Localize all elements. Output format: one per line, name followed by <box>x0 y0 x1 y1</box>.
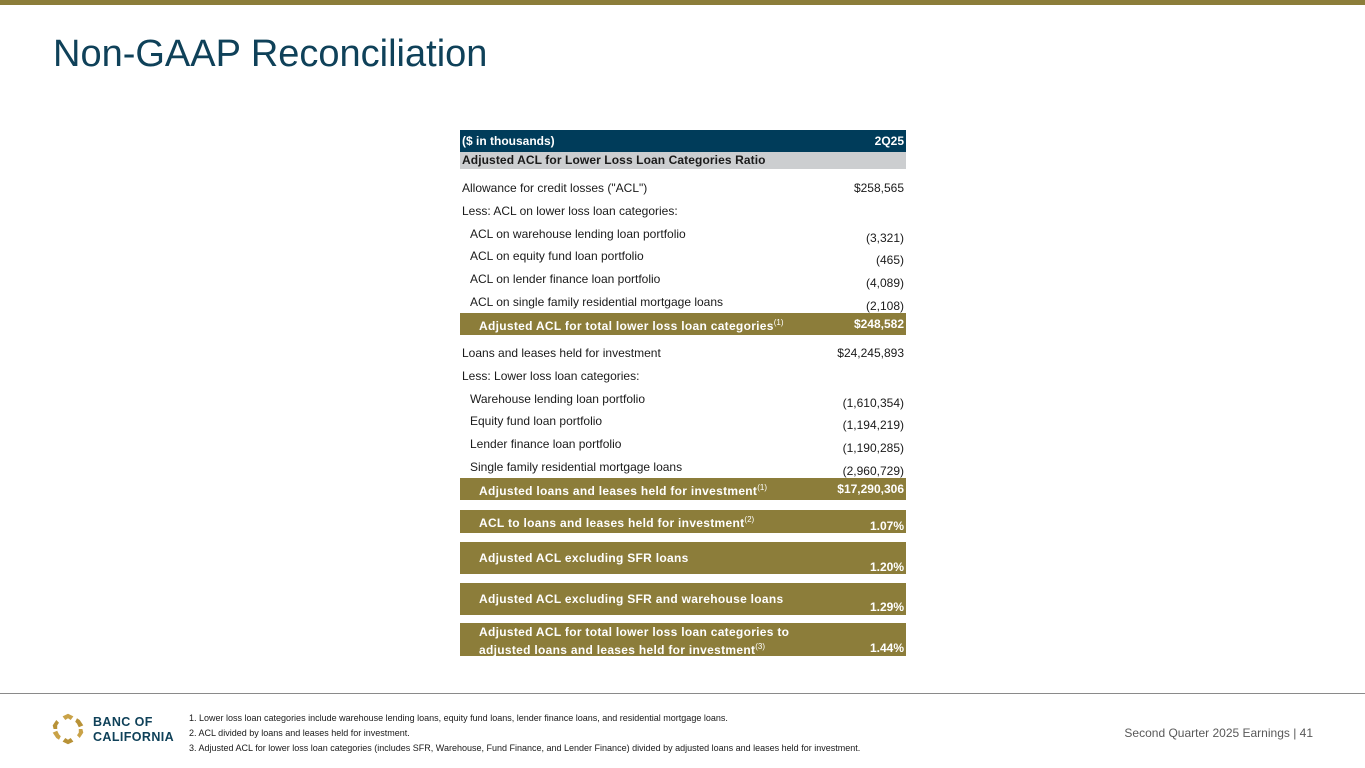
logo-line: BANC OF <box>93 715 153 729</box>
row-label: Warehouse lending loan portfolio <box>470 392 646 406</box>
row-label: ACL on lender finance loan portfolio <box>470 272 661 286</box>
table-row <box>460 272 906 292</box>
row-label: ACL on single family residential mortgage loans <box>470 295 724 309</box>
footnote-ref: (1) <box>773 318 784 327</box>
table-row <box>460 369 906 389</box>
ratio-row <box>460 583 906 615</box>
row-value: (3,321) <box>865 231 904 245</box>
row-label: Less: ACL on lower loss loan categories: <box>462 204 678 218</box>
adjusted-acl-total-row <box>460 313 906 335</box>
row-label: Adjusted ACL excluding SFR and warehouse loans <box>479 592 784 606</box>
row-label: Single family residential mortgage loans <box>470 460 683 474</box>
table-row <box>460 249 906 269</box>
page-footer-label: Second Quarter 2025 Earnings | 41 <box>1124 726 1313 740</box>
ratio-row <box>460 510 906 533</box>
row-value: (465) <box>875 253 904 267</box>
row-value: $17,290,306 <box>837 482 904 496</box>
row-label: Loans and leases held for investment <box>462 346 661 360</box>
row-value: 1.07% <box>869 519 904 533</box>
table-row <box>460 460 906 480</box>
row-label: Allowance for credit losses ("ACL") <box>462 181 648 195</box>
footnote: 3. Adjusted ACL for lower loss loan categories (includes SFR, Warehouse, Fund Finance, and Lender Finance) divided by adjusted loans and leases held for investment. <box>189 743 861 753</box>
row-value: (1,610,354) <box>842 396 904 410</box>
footnote-ref: (1) <box>757 483 768 492</box>
row-label: ACL on warehouse lending loan portfolio <box>470 227 686 241</box>
footnotes <box>189 711 860 756</box>
row-label: ACL to loans and leases held for investment <box>479 516 745 530</box>
ratio-row <box>460 542 906 574</box>
row-value: 1.29% <box>869 600 904 614</box>
row-label: Adjusted loans and leases held for investment <box>479 484 758 498</box>
row-value: 1.20% <box>869 560 904 574</box>
period-label: 2Q25 <box>874 134 904 148</box>
banc-of-california-logo-icon <box>50 711 86 747</box>
table-row <box>460 181 906 201</box>
table-row <box>460 204 906 224</box>
row-value: (2,960,729) <box>842 464 904 478</box>
footnote: 1. Lower loss loan categories include warehouse lending loans, equity fund loans, lender finance loans, and residential mortgage loans. <box>189 713 728 723</box>
row-label: Lender finance loan portfolio <box>470 437 622 451</box>
table-header <box>460 130 906 152</box>
adjusted-loans-total-row <box>460 478 906 500</box>
table-row <box>460 414 906 434</box>
logo-line: CALIFORNIA <box>93 730 175 744</box>
row-value: $24,245,893 <box>837 346 904 360</box>
page-title: Non-GAAP Reconciliation <box>53 33 488 75</box>
table-row <box>460 437 906 457</box>
table-row <box>460 227 906 247</box>
row-value: (2,108) <box>865 299 904 313</box>
row-value: (1,190,285) <box>842 441 904 455</box>
footer-divider <box>0 693 1365 694</box>
units-label: ($ in thousands) <box>462 134 555 148</box>
ratio-row <box>460 623 906 656</box>
row-label: ACL on equity fund loan portfolio <box>470 249 644 263</box>
logo-wordmark <box>93 715 174 745</box>
table-row <box>460 295 906 315</box>
footnote-ref: (2) <box>744 515 755 524</box>
row-value: 1.44% <box>869 641 904 655</box>
section-title-bar <box>460 152 906 169</box>
row-label: Adjusted ACL excluding SFR loans <box>479 551 689 565</box>
row-value: $248,582 <box>853 317 904 331</box>
row-label: Adjusted ACL for total lower loss loan categories to <box>479 625 790 639</box>
row-value: (1,194,219) <box>842 418 904 432</box>
row-label: Adjusted ACL for total lower loss loan categories <box>479 319 774 333</box>
row-label: Less: Lower loss loan categories: <box>462 369 640 383</box>
footnote-ref: (3) <box>755 642 766 651</box>
table-row <box>460 346 906 366</box>
row-label: adjusted loans and leases held for investment <box>479 643 756 657</box>
section-title: Adjusted ACL for Lower Loss Loan Categories Ratio <box>462 153 766 167</box>
row-label: Equity fund loan portfolio <box>470 414 603 428</box>
row-value: (4,089) <box>865 276 904 290</box>
footnote: 2. ACL divided by loans and leases held for investment. <box>189 728 410 738</box>
top-accent-bar <box>0 0 1365 5</box>
row-value: $258,565 <box>853 181 904 195</box>
table-row <box>460 392 906 412</box>
